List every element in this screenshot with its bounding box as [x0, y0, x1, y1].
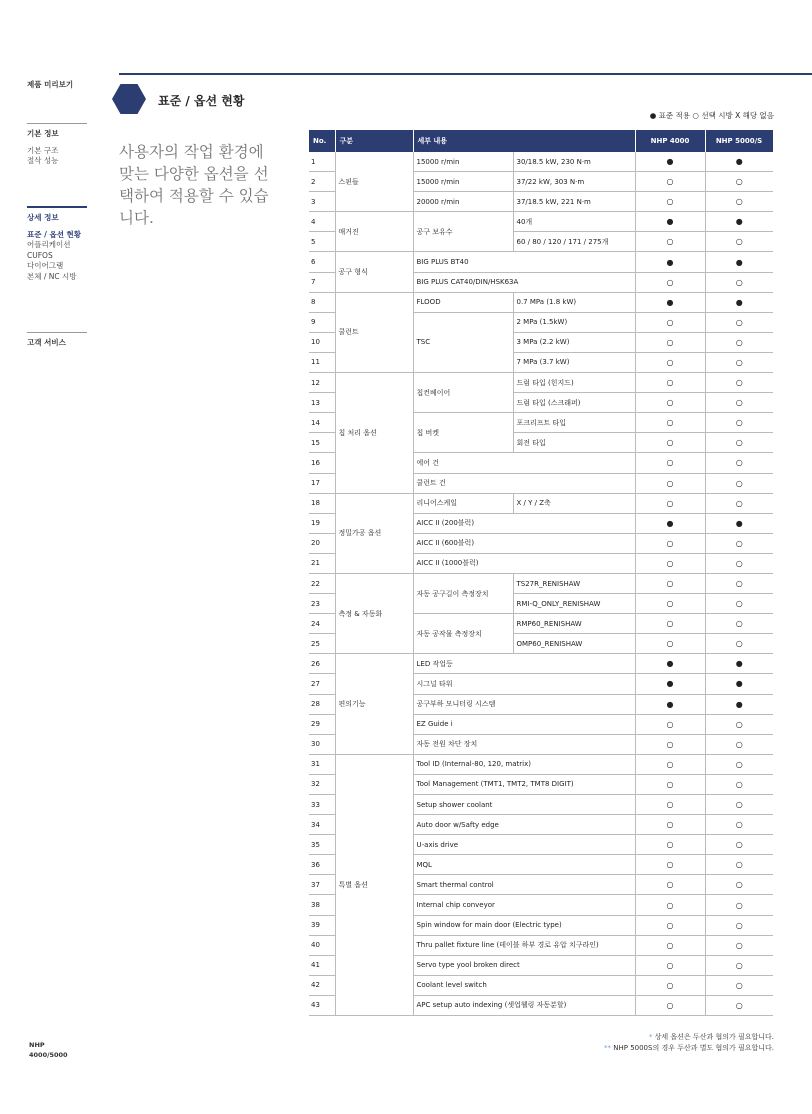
row-nhp5000-mark: ●: [705, 674, 773, 694]
row-detail: Smart thermal control: [413, 875, 635, 895]
row-subdetail: OMP60_RENISHAW: [513, 634, 635, 654]
row-nhp5000-mark: ○: [705, 332, 773, 352]
row-detail: AICC II (200블럭): [413, 513, 635, 533]
row-nhp4000-mark: ○: [635, 795, 705, 815]
table-row: [309, 573, 773, 593]
table-row: [309, 212, 773, 232]
table-row: [309, 754, 773, 774]
sidebar-item-cutting[interactable]: 절삭 성능: [27, 156, 59, 165]
row-detail: 자동 공작물 측정장치: [413, 614, 513, 654]
row-nhp5000-mark: ○: [705, 835, 773, 855]
row-nhp5000-mark: ●: [705, 292, 773, 312]
row-nhp5000-mark: ○: [705, 995, 773, 1015]
row-subdetail: 포크리프트 타입: [513, 413, 635, 433]
row-no: 37: [309, 875, 335, 895]
row-category: 스핀들: [335, 152, 413, 212]
row-nhp4000-mark: ○: [635, 232, 705, 252]
sidebar-item-application[interactable]: 어플리케이션: [27, 240, 71, 249]
sidebar-item-service[interactable]: 고객 서비스: [27, 338, 66, 347]
model-label-line2: 4000/5000: [29, 1051, 68, 1059]
row-detail: 리니어스케일: [413, 493, 513, 513]
row-no: 5: [309, 232, 335, 252]
sidebar-head-basic[interactable]: 기본 정보: [27, 129, 59, 138]
row-subdetail: TS27R_RENISHAW: [513, 573, 635, 593]
row-no: 30: [309, 734, 335, 754]
row-subdetail: RMI-Q_ONLY_RENISHAW: [513, 594, 635, 614]
row-no: 18: [309, 493, 335, 513]
sidebar-item-preview[interactable]: 제품 미리보기: [27, 80, 74, 89]
row-no: 19: [309, 513, 335, 533]
row-nhp5000-mark: ○: [705, 955, 773, 975]
row-no: 9: [309, 312, 335, 332]
row-detail: 15000 r/min: [413, 152, 513, 172]
sidebar-group-detail: [27, 206, 87, 282]
row-nhp4000-mark: ○: [635, 734, 705, 754]
row-nhp5000-mark: ○: [705, 352, 773, 372]
row-nhp5000-mark: ○: [705, 453, 773, 473]
row-no: 24: [309, 614, 335, 634]
footnote-2: [604, 1043, 774, 1054]
row-detail: 공구부하 모니터링 시스템: [413, 694, 635, 714]
row-no: 3: [309, 192, 335, 212]
row-nhp5000-mark: ○: [705, 734, 773, 754]
row-no: 11: [309, 352, 335, 372]
row-no: 41: [309, 955, 335, 975]
table-header-row: [309, 130, 773, 152]
row-no: 14: [309, 413, 335, 433]
row-nhp5000-mark: ●: [705, 694, 773, 714]
row-nhp5000-mark: ○: [705, 634, 773, 654]
header-category: 구분: [335, 130, 413, 152]
row-detail: 에어 건: [413, 453, 635, 473]
row-subdetail: 0.7 MPa (1.8 kW): [513, 292, 635, 312]
row-nhp4000-mark: ○: [635, 935, 705, 955]
row-nhp4000-mark: ○: [635, 533, 705, 553]
row-detail: Servo type yool broken direct: [413, 955, 635, 975]
row-nhp5000-mark: ○: [705, 192, 773, 212]
row-nhp4000-mark: ○: [635, 473, 705, 493]
row-no: 38: [309, 895, 335, 915]
row-no: 23: [309, 594, 335, 614]
row-subdetail: RMP60_RENISHAW: [513, 614, 635, 634]
row-category: 칩 처리 옵션: [335, 373, 413, 494]
row-nhp4000-mark: ●: [635, 513, 705, 533]
lead-text: 사용자의 작업 환경에 맞는 다양한 옵션을 선택하여 적용할 수 있습니다.: [119, 143, 269, 227]
footnote-2-mark: **: [604, 1044, 612, 1052]
row-nhp5000-mark: ○: [705, 754, 773, 774]
row-nhp4000-mark: ○: [635, 915, 705, 935]
row-no: 6: [309, 252, 335, 272]
row-nhp4000-mark: ○: [635, 433, 705, 453]
row-detail: Auto door w/Safty edge: [413, 815, 635, 835]
row-category: 공구 형식: [335, 252, 413, 292]
sidebar-head-detail[interactable]: 상세 정보: [27, 213, 59, 222]
row-no: 36: [309, 855, 335, 875]
header-detail: 세부 내용: [413, 130, 635, 152]
row-nhp5000-mark: ○: [705, 413, 773, 433]
row-nhp4000-mark: ●: [635, 694, 705, 714]
row-nhp4000-mark: ○: [635, 373, 705, 393]
row-nhp4000-mark: ●: [635, 212, 705, 232]
row-nhp5000-mark: ○: [705, 935, 773, 955]
row-nhp4000-mark: ○: [635, 975, 705, 995]
row-nhp4000-mark: ○: [635, 172, 705, 192]
row-nhp4000-mark: ○: [635, 352, 705, 372]
row-nhp4000-mark: ○: [635, 995, 705, 1015]
row-detail: 자동 전원 차단 장치: [413, 734, 635, 754]
table-body: [309, 152, 773, 1016]
row-no: 31: [309, 754, 335, 774]
row-nhp5000-mark: ○: [705, 795, 773, 815]
row-nhp4000-mark: ●: [635, 292, 705, 312]
row-no: 2: [309, 172, 335, 192]
row-category: 특별 옵션: [335, 754, 413, 1015]
row-no: 20: [309, 533, 335, 553]
row-detail: AICC II (600블럭): [413, 533, 635, 553]
row-no: 25: [309, 634, 335, 654]
row-nhp4000-mark: ○: [635, 855, 705, 875]
row-nhp5000-mark: ○: [705, 493, 773, 513]
row-no: 22: [309, 573, 335, 593]
row-detail: BIG PLUS BT40: [413, 252, 635, 272]
row-nhp4000-mark: ○: [635, 875, 705, 895]
table-row: [309, 292, 773, 312]
row-detail: 공구 보유수: [413, 212, 513, 252]
row-nhp4000-mark: ○: [635, 272, 705, 292]
row-category: 쿨런트: [335, 292, 413, 372]
row-no: 32: [309, 774, 335, 794]
sidebar-group-preview: [27, 80, 87, 91]
row-nhp4000-mark: ○: [635, 413, 705, 433]
model-label: [29, 1040, 68, 1060]
hexagon-icon: [112, 84, 146, 114]
row-detail: TSC: [413, 312, 513, 372]
row-category: 편의기능: [335, 654, 413, 754]
row-detail: Thru pallet fixture line (테이블 하부 경로 유압 치구라인): [413, 935, 635, 955]
row-detail: Tool ID (Internal-80, 120, matrix): [413, 754, 635, 774]
row-nhp5000-mark: ○: [705, 172, 773, 192]
row-detail: EZ Guide i: [413, 714, 635, 734]
header-nhp4000: NHP 4000: [635, 130, 705, 152]
row-detail: 자동 공구길이 측정장치: [413, 573, 513, 613]
row-nhp5000-mark: ○: [705, 433, 773, 453]
sidebar-group-basic: [27, 123, 87, 167]
row-detail: 칩컨베이어: [413, 373, 513, 413]
row-no: 10: [309, 332, 335, 352]
row-no: 1: [309, 152, 335, 172]
sidebar-item-structure[interactable]: 기본 구조: [27, 145, 59, 155]
row-detail: U-axis drive: [413, 835, 635, 855]
row-nhp5000-mark: ○: [705, 855, 773, 875]
row-nhp4000-mark: ○: [635, 835, 705, 855]
row-detail: 쿨런트 건: [413, 473, 635, 493]
row-nhp5000-mark: ○: [705, 714, 773, 734]
table-row: [309, 373, 773, 393]
row-detail: FLOOD: [413, 292, 513, 312]
row-nhp4000-mark: ○: [635, 614, 705, 634]
row-nhp4000-mark: ●: [635, 252, 705, 272]
row-no: 17: [309, 473, 335, 493]
row-subdetail: 회전 타입: [513, 433, 635, 453]
table-row: [309, 493, 773, 513]
row-nhp5000-mark: ○: [705, 975, 773, 995]
row-detail: Spin window for main door (Electric type): [413, 915, 635, 935]
row-nhp5000-mark: ●: [705, 513, 773, 533]
row-nhp4000-mark: ○: [635, 754, 705, 774]
row-nhp5000-mark: ○: [705, 272, 773, 292]
row-detail: APC setup auto indexing (셋업웰링 자동분할): [413, 995, 635, 1015]
row-no: 4: [309, 212, 335, 232]
row-no: 43: [309, 995, 335, 1015]
row-detail: 20000 r/min: [413, 192, 513, 212]
row-detail: Coolant level switch: [413, 975, 635, 995]
row-nhp4000-mark: ○: [635, 895, 705, 915]
row-nhp5000-mark: ○: [705, 232, 773, 252]
footnote-2-text: NHP 5000S의 경우 두산과 별도 협의가 필요합니다.: [613, 1044, 774, 1052]
section-title: 표준 / 옵션 현황: [158, 94, 245, 108]
row-detail: AICC II (1000블럭): [413, 553, 635, 573]
row-subdetail: 드럼 타입 (스크래퍼): [513, 393, 635, 413]
row-nhp5000-mark: ●: [705, 654, 773, 674]
row-subdetail: 37/18.5 kW, 221 N·m: [513, 192, 635, 212]
row-nhp4000-mark: ○: [635, 332, 705, 352]
row-no: 16: [309, 453, 335, 473]
row-no: 35: [309, 835, 335, 855]
row-subdetail: 2 MPa (1.5kW): [513, 312, 635, 332]
row-nhp4000-mark: ○: [635, 774, 705, 794]
row-detail: Tool Management (TMT1, TMT2, TMT8 DIGIT): [413, 774, 635, 794]
row-nhp5000-mark: ○: [705, 915, 773, 935]
table-row: [309, 654, 773, 674]
row-subdetail: 3 MPa (2.2 kW): [513, 332, 635, 352]
row-nhp5000-mark: ○: [705, 815, 773, 835]
row-nhp5000-mark: ○: [705, 774, 773, 794]
row-nhp4000-mark: ○: [635, 634, 705, 654]
row-detail: Internal chip conveyor: [413, 895, 635, 915]
row-nhp5000-mark: ○: [705, 614, 773, 634]
footnotes: [604, 1032, 774, 1054]
row-detail: 시그널 타워: [413, 674, 635, 694]
row-no: 21: [309, 553, 335, 573]
header-no: No.: [309, 130, 335, 152]
row-no: 12: [309, 373, 335, 393]
options-table: [309, 130, 774, 1016]
row-detail: 칩 버켓: [413, 413, 513, 453]
row-nhp4000-mark: ●: [635, 654, 705, 674]
sidebar-item-diagram[interactable]: 다이어그램: [27, 261, 64, 270]
row-no: 8: [309, 292, 335, 312]
row-nhp4000-mark: ○: [635, 573, 705, 593]
row-nhp4000-mark: ○: [635, 312, 705, 332]
row-nhp5000-mark: ○: [705, 573, 773, 593]
row-detail: BIG PLUS CAT40/DIN/HSK63A: [413, 272, 635, 292]
row-nhp5000-mark: ○: [705, 594, 773, 614]
row-detail: MQL: [413, 855, 635, 875]
row-nhp5000-mark: ○: [705, 553, 773, 573]
row-nhp4000-mark: ●: [635, 674, 705, 694]
table-row: [309, 252, 773, 272]
row-nhp4000-mark: ○: [635, 453, 705, 473]
row-nhp4000-mark: ○: [635, 393, 705, 413]
row-nhp5000-mark: ●: [705, 252, 773, 272]
row-category: 정밀가공 옵션: [335, 493, 413, 573]
sidebar-group-service: [27, 332, 87, 349]
sidebar-item-nc-spec[interactable]: 본체 / NC 시방: [27, 271, 77, 281]
header-rule: [119, 73, 812, 75]
footnote-1: [604, 1032, 774, 1043]
row-category: 매거진: [335, 212, 413, 252]
row-subdetail: X / Y / Z축: [513, 493, 635, 513]
footnote-1-text: 상세 옵션은 두산과 협의가 필요합니다.: [654, 1033, 774, 1041]
row-nhp4000-mark: ○: [635, 493, 705, 513]
row-subdetail: 드럼 타입 (힌지드): [513, 373, 635, 393]
row-nhp4000-mark: ○: [635, 714, 705, 734]
row-subdetail: 30/18.5 kW, 230 N·m: [513, 152, 635, 172]
row-detail: 15000 r/min: [413, 172, 513, 192]
legend: ● 표준 적용 ○ 선택 시방 X 해당 없음: [649, 111, 774, 120]
row-nhp5000-mark: ○: [705, 875, 773, 895]
row-no: 33: [309, 795, 335, 815]
footnote-1-mark: *: [648, 1033, 653, 1041]
row-nhp5000-mark: ●: [705, 212, 773, 232]
model-label-line1: NHP: [29, 1041, 45, 1049]
header-nhp5000: NHP 5000/S: [705, 130, 773, 152]
row-no: 26: [309, 654, 335, 674]
row-nhp5000-mark: ●: [705, 152, 773, 172]
row-nhp5000-mark: ○: [705, 533, 773, 553]
row-subdetail: 37/22 kW, 303 N·m: [513, 172, 635, 192]
row-nhp4000-mark: ○: [635, 815, 705, 835]
row-no: 34: [309, 815, 335, 835]
row-no: 15: [309, 433, 335, 453]
sidebar-item-options[interactable]: 표준 / 옵션 현황: [27, 229, 82, 239]
row-no: 27: [309, 674, 335, 694]
row-no: 29: [309, 714, 335, 734]
row-no: 7: [309, 272, 335, 292]
table-row: [309, 152, 773, 172]
row-subdetail: 40개: [513, 212, 635, 232]
row-nhp5000-mark: ○: [705, 393, 773, 413]
row-subdetail: 7 MPa (3.7 kW): [513, 352, 635, 372]
row-nhp4000-mark: ○: [635, 192, 705, 212]
row-no: 40: [309, 935, 335, 955]
row-nhp5000-mark: ○: [705, 895, 773, 915]
row-no: 13: [309, 393, 335, 413]
row-no: 28: [309, 694, 335, 714]
row-detail: LED 작업등: [413, 654, 635, 674]
row-nhp5000-mark: ○: [705, 473, 773, 493]
row-nhp5000-mark: ○: [705, 312, 773, 332]
row-nhp4000-mark: ○: [635, 955, 705, 975]
row-detail: Setup shower coolant: [413, 795, 635, 815]
row-nhp4000-mark: ○: [635, 553, 705, 573]
row-no: 42: [309, 975, 335, 995]
row-subdetail: 60 / 80 / 120 / 171 / 275개: [513, 232, 635, 252]
row-nhp5000-mark: ○: [705, 373, 773, 393]
sidebar-item-cufos[interactable]: CUFOS: [27, 250, 53, 260]
row-category: 측정 & 자동화: [335, 573, 413, 653]
row-nhp4000-mark: ●: [635, 152, 705, 172]
row-nhp4000-mark: ○: [635, 594, 705, 614]
row-no: 39: [309, 915, 335, 935]
